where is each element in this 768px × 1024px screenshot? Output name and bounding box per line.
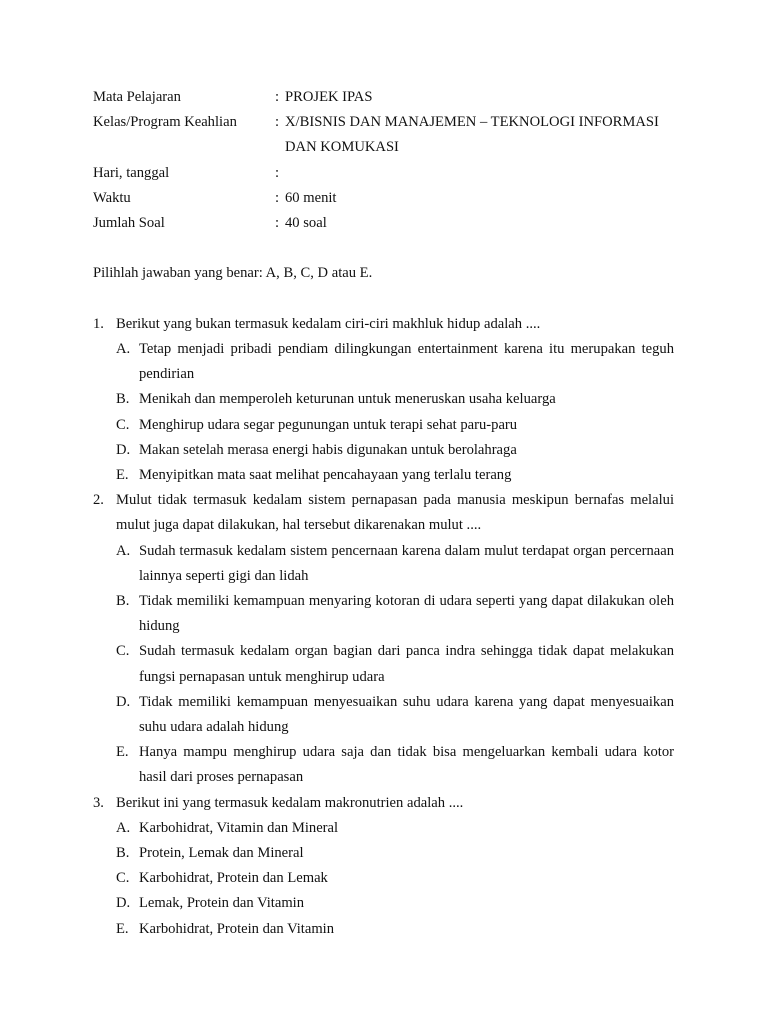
option-b xyxy=(116,589,674,639)
subject-label: Mata Pelajaran xyxy=(93,89,181,105)
option-e xyxy=(116,740,674,790)
option-letter: A. xyxy=(116,542,131,559)
option-letter: B. xyxy=(116,845,130,862)
option-letter: D. xyxy=(116,441,131,458)
option-list xyxy=(116,816,674,942)
exam-header xyxy=(93,85,674,236)
option-a xyxy=(116,539,674,589)
question-count-colon: : xyxy=(275,215,280,232)
question-1 xyxy=(93,312,674,488)
option-text: Tidak memiliki kemampuan menyaring kotoran di udara seperti yang dapat dilakukan oleh hidung xyxy=(139,593,674,635)
question-3 xyxy=(93,791,674,942)
header-row-date xyxy=(93,161,674,186)
subject-value: PROJEK IPAS xyxy=(285,89,373,105)
question-count-label: Jumlah Soal xyxy=(93,215,165,232)
option-d xyxy=(116,891,674,916)
header-row-count xyxy=(93,211,674,236)
header-row-time xyxy=(93,186,674,211)
option-a xyxy=(116,337,674,387)
option-letter: B. xyxy=(116,593,130,610)
option-c xyxy=(116,866,674,891)
question-text: Berikut yang bukan termasuk kedalam ciri-ciri makhluk hidup adalah .... xyxy=(116,315,541,332)
option-text: Sudah termasuk kedalam sistem pencernaan karena dalam mulut terdapat organ percernaan lainnya seperti gigi dan lidah xyxy=(139,542,674,584)
option-list xyxy=(116,539,674,791)
option-text: Menikah dan memperoleh keturunan untuk meneruskan usaha keluarga xyxy=(139,391,556,408)
option-c xyxy=(116,639,674,689)
option-letter: E. xyxy=(116,920,129,937)
time-value: 60 menit xyxy=(285,189,337,206)
question-number: 1. xyxy=(93,315,104,332)
question-2 xyxy=(93,488,674,790)
date-label: Hari, tanggal xyxy=(93,164,170,181)
question-text: Mulut tidak termasuk kedalam sistem pernapasan pada manusia meskipun bernafas melalui mulut juga dapat dilakukan, hal tersebut dikarenakan mulut .... xyxy=(116,492,674,534)
time-colon: : xyxy=(275,189,280,206)
option-letter: D. xyxy=(116,895,131,912)
option-e xyxy=(116,463,674,488)
option-text: Makan setelah merasa energi habis digunakan untuk berolahraga xyxy=(139,441,517,458)
header-row-subject xyxy=(93,85,674,110)
question-count-value: 40 soal xyxy=(285,215,327,232)
option-a xyxy=(116,816,674,841)
option-d xyxy=(116,690,674,740)
option-letter: A. xyxy=(116,341,131,357)
option-text: Karbohidrat, Vitamin dan Mineral xyxy=(139,819,339,836)
option-text: Protein, Lemak dan Mineral xyxy=(139,845,304,862)
option-d xyxy=(116,438,674,463)
question-number: 2. xyxy=(93,492,104,509)
option-b xyxy=(116,841,674,866)
option-letter: C. xyxy=(116,416,130,433)
question-list xyxy=(93,312,674,942)
option-text: Hanya mampu menghirup udara saja dan tidak bisa mengeluarkan kembali udara kotor hasil dari proses pernapasan xyxy=(139,744,674,786)
option-letter: E. xyxy=(116,467,129,484)
time-label: Waktu xyxy=(93,189,131,206)
option-letter: E. xyxy=(116,744,129,761)
subject-colon: : xyxy=(275,89,280,105)
option-letter: D. xyxy=(116,693,131,710)
class-value: X/BISNIS DAN MANAJEMEN – TEKNOLOGI INFORMASI DAN KOMUKASI xyxy=(285,114,659,156)
option-letter: A. xyxy=(116,819,131,836)
option-text: Sudah termasuk kedalam organ bagian dari panca indra sehingga tidak dapat melakukan fungsi pernapasan untuk menghirup udara xyxy=(139,643,674,685)
option-text: Karbohidrat, Protein dan Vitamin xyxy=(139,920,335,937)
option-letter: C. xyxy=(116,643,130,660)
option-e xyxy=(116,917,674,942)
question-text: Berikut ini yang termasuk kedalam makronutrien adalah .... xyxy=(116,794,464,811)
option-letter: B. xyxy=(116,391,130,408)
option-text: Tetap menjadi pribadi pendiam dilingkungan entertainment karena itu merupakan teguh pendirian xyxy=(139,341,674,383)
option-text: Tidak memiliki kemampuan menyesuaikan suhu udara karena yang dapat menyesuaikan suhu udara adalah hidung xyxy=(139,693,674,736)
option-text: Menghirup udara segar pegunungan untuk terapi sehat paru-paru xyxy=(139,416,518,433)
option-text: Menyipitkan mata saat melihat pencahayaan yang terlalu terang xyxy=(139,467,512,484)
header-row-class xyxy=(93,110,674,160)
question-number: 3. xyxy=(93,794,104,811)
option-text: Lemak, Protein dan Vitamin xyxy=(139,895,305,912)
date-colon: : xyxy=(275,164,280,181)
option-letter: C. xyxy=(116,870,130,887)
option-text: Karbohidrat, Protein dan Lemak xyxy=(139,870,328,887)
option-list xyxy=(116,337,674,488)
instruction-text: Pilihlah jawaban yang benar: A, B, C, D atau E. xyxy=(93,265,373,282)
option-c xyxy=(116,413,674,438)
exam-page xyxy=(93,85,674,942)
class-colon: : xyxy=(275,114,280,131)
class-label: Kelas/Program Keahlian xyxy=(93,114,237,131)
option-b xyxy=(116,387,674,412)
date-value xyxy=(285,161,674,186)
